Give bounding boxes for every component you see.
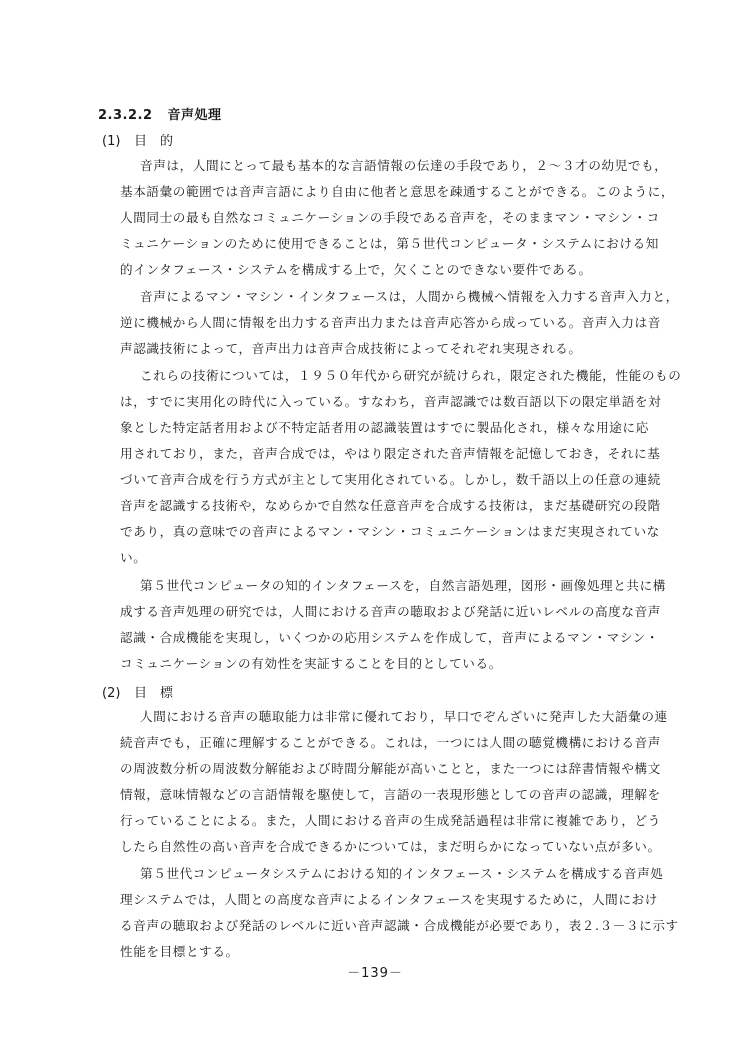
text-line: 用されており，また，音声合成では，やはり限定された音声情報を記憶しておき，それに基 (120, 446, 661, 461)
text-line: づいて音声合成を行う方式が主として実用化されている。しかし，数千語以上の任意の連続 (120, 472, 661, 487)
text-line: 逆に機械から人間に情報を出力する音声出力または音声応答から成っている。音声入力は音 (120, 315, 661, 330)
text-line: 人間における音声の聴取能力は非常に優れており，早口でぞんざいに発声した大語彙の連 (140, 709, 668, 724)
text-line: 理システムでは，人間との高度な音声によるインタフェースを実現するために，人間におけ (120, 892, 658, 907)
subsection-title: 目 標 (134, 686, 174, 701)
text-line: 認識・合成機能を実現し，いくつかの応用システムを作成して，音声によるマン・マシン・ (120, 630, 660, 645)
text-line: 成する音声処理の研究では，人間における音声の聴取および発話に近いレベルの高度な音声 (120, 604, 661, 619)
text-line: ミュニケーションのために使用できることは，第５世代コンピュータ・システムにおける知 (120, 236, 659, 251)
text-line: は，すでに実用化の時代に入っている。すなわち，音声認識では数百語以下の限定単語を対 (120, 394, 662, 409)
text-line: る音声の聴取および発話のレベルに近い音声認識・合成機能が必要であり，表２.３－３に示す (120, 918, 679, 933)
page-number: －139－ (347, 966, 403, 981)
text-line: コミュニケーションの有効性を実証することを目的としている。 (120, 656, 502, 671)
text-line: 基本語彙の範囲では音声言語により自由に他者と意思を疎通することができる。このように， (120, 184, 675, 199)
text-line: の周波数分析の周波数分解能および時間分解能が高いことと，また一つには辞書情報や構文 (120, 761, 661, 776)
subsection-mark: (1) (102, 134, 121, 149)
text-line: 情報，意味情報などの言語情報を駆使して，言語の一表現形態としての音声の認識，理解を (120, 787, 661, 802)
text-line: 音声を認識する技術や，なめらかで自然な任意音声を合成する技術は，まだ基礎研究の段階 (120, 498, 661, 513)
text-line: であり，真の意味での音声によるマン・マシン・コミュニケーションはまだ実現されていな (120, 524, 660, 539)
text-line: 第５世代コンピュータシステムにおける知的インタフェース・システムを構成する音声処 (140, 866, 664, 881)
text-line: これらの技術については，１９５０年代から研究が続けられ，限定された機能，性能のもの (140, 368, 682, 383)
section-title: 音声処理 (167, 108, 222, 123)
text-line: 行っていることによる。また，人間における音声の生成発話過程は非常に複雑であり，どう (120, 813, 661, 828)
text-line: 第５世代コンピュータの知的インタフェースを，自然言語処理，図形・画像処理と共に構 (140, 578, 666, 593)
subsection-heading-goal (102, 682, 173, 701)
section-heading (98, 104, 222, 123)
text-line: 人間同士の最も自然なコミュニケーションの手段である音声を，そのままマン・マシン・コ (120, 210, 660, 225)
text-line: 声認識技術によって，音声出力は音声合成技術によってそれぞれ実現される。 (120, 341, 582, 356)
subsection-title: 目 的 (134, 134, 174, 149)
text-line: 象とした特定話者用および不特定話者用の認識装置はすでに製品化され，様々な用途に応 (120, 420, 649, 435)
text-line: い。 (120, 550, 147, 565)
subsection-mark: (2) (102, 686, 121, 701)
section-number: 2.3.2.2 (98, 108, 153, 123)
text-line: したら自然性の高い音声を合成できるかについては，まだ明らかになっていない点が多い。 (120, 839, 661, 854)
text-line: 音声によるマン・マシン・インタフェースは，人間から機械へ情報を入力する音声入力と， (140, 289, 679, 304)
text-line: 性能を目標とする。 (120, 944, 239, 959)
text-line: 続音声でも，正確に理解することができる。これは，一つには人間の聴覚機構における音声 (120, 735, 661, 750)
text-line: 的インタフェース・システムを構成する上で，欠くことのできない要件である。 (120, 262, 592, 277)
subsection-heading-purpose (102, 130, 173, 149)
text-line: 音声は，人間にとって最も基本的な言語情報の伝達の手段であり，２～３才の幼児でも， (140, 158, 668, 173)
